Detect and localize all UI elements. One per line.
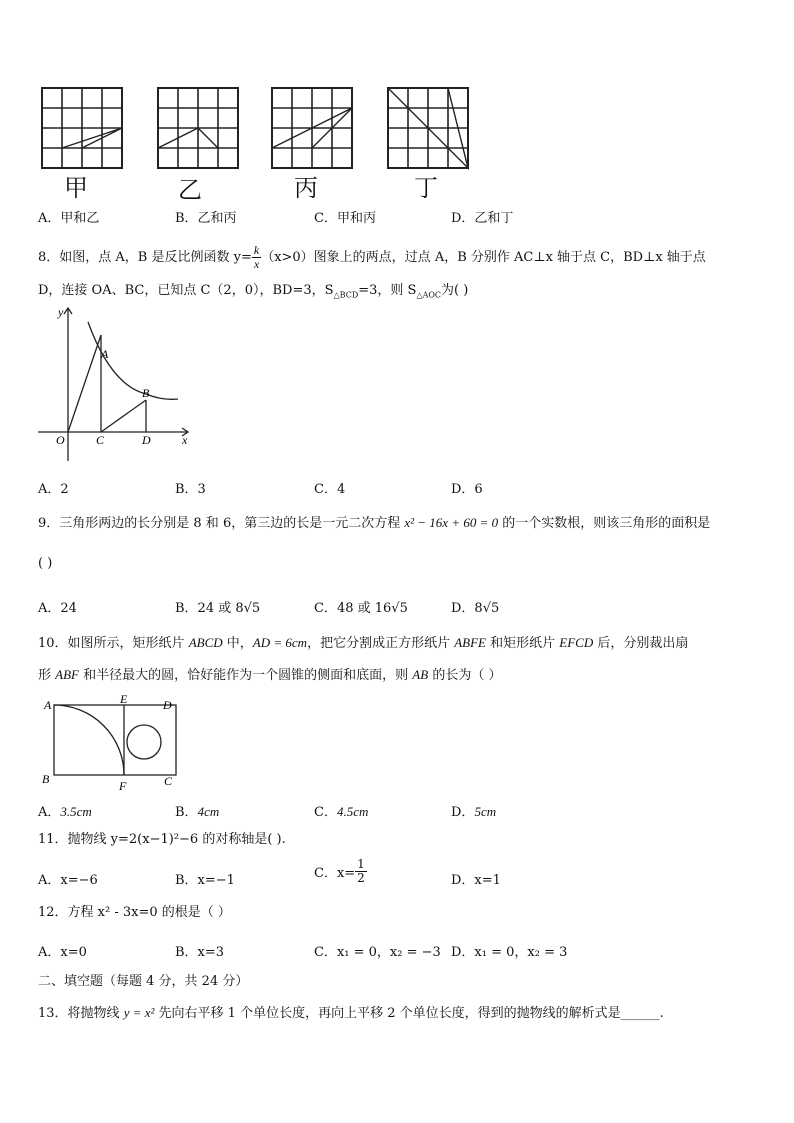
q8-fig-label-y: y — [58, 305, 64, 319]
q10-stem-line2: 形 ABF 和半径最大的圆，恰好能作为一个圆锥的侧面和底面，则 AB 的长为（ ） — [38, 667, 502, 683]
q8-fig-label-a: A — [101, 347, 109, 361]
q9-option-b: B．24 或 8√5 — [175, 601, 261, 616]
grid-jia — [42, 88, 122, 168]
grid-label-bing: 丙 — [294, 174, 318, 202]
grid-label-ding: 丁 — [414, 174, 438, 202]
q10-option-d: D．5cm — [451, 804, 497, 820]
q10-option-a: A．3.5cm — [38, 804, 92, 820]
grid-ding — [388, 88, 468, 168]
q9-stem-line2: ( ) — [38, 556, 53, 571]
q10-option-b: B．4cm — [175, 804, 220, 820]
q12-option-d: D．x₁ = 0，x₂ = 3 — [451, 945, 568, 960]
q11-option-c: C．x= $\frac{1}{2}$ — [314, 857, 365, 885]
q8-option-d: D．6 — [451, 482, 483, 497]
q12-option-c: C．x₁ = 0，x₂ = −3 — [314, 945, 441, 960]
section-title-fill-in: 二、填空题（每题 4 分，共 24 分） — [38, 974, 249, 989]
q11-option-a: A．x=−6 — [38, 873, 98, 888]
q8-fig-label-x: x — [182, 433, 188, 447]
q10-fig-label-e: E — [120, 695, 128, 706]
q7-option-d: D．乙和丁 — [451, 211, 514, 226]
q7-option-b: B．乙和丙 — [175, 211, 237, 226]
q8-stem-line2: D，连接 OA、BC，已知点 C（2，0），BD=3，$S_{\triangle BCD}=3$，则 $S_{\triangle AOC}$为( ) — [38, 283, 469, 300]
q7-option-c: C．甲和丙 — [314, 211, 376, 226]
q10-fig-label-a: A — [44, 698, 52, 712]
q12-stem: 12．方程 x² - 3x=0 的根是（ ） — [38, 905, 231, 920]
q9-option-c: C．48 或 16√5 — [314, 601, 408, 616]
q10-figure — [38, 695, 183, 793]
q8-stem-line1: 8．如图，点 A，B 是反比例函数 y= $\frac{k}{x}$ （x>0）图象上的两点，过点 A，B 分别作 AC⊥x 轴于点 C，BD⊥x 轴于点 — [38, 243, 706, 271]
q8-fig-label-c: C — [96, 433, 105, 447]
q9-stem-line1: 9．三角形两边的长分别是 8 和 6，第三边的长是一元二次方程 x² − 16x + 60 = 0 的一个实数根，则该三角形的面积是 — [38, 515, 711, 531]
grid-yi — [158, 88, 238, 168]
q11-stem: 11．抛物线 y=2(x−1)²−6 的对称轴是( ). — [38, 832, 286, 847]
q8-fig-label-d: D — [142, 433, 151, 447]
q8-option-a: A．2 — [38, 482, 69, 497]
q11-option-d: D．x=1 — [451, 873, 501, 888]
q13-stem: 13．将抛物线 y = x² 先向右平移 1 个单位长度，再向上平移 2 个单位长度，得到的抛物线的解析式是______. — [38, 1005, 664, 1021]
q10-fig-label-d: D — [163, 698, 172, 712]
q11-option-b: B．x=−1 — [175, 873, 235, 888]
q8-fig-label-b: B — [142, 386, 150, 400]
q8-option-c: C．4 — [314, 482, 346, 497]
q12-option-a: A．x=0 — [38, 945, 87, 960]
q8-option-b: B．3 — [175, 482, 206, 497]
q10-fig-label-f: F — [119, 779, 127, 793]
q12-option-b: B．x=3 — [175, 945, 225, 960]
q10-fig-label-b: B — [42, 772, 50, 786]
q9-option-d: D．8√5 — [451, 601, 500, 616]
grid-bing — [272, 88, 352, 168]
q10-fig-label-c: C — [164, 774, 173, 788]
q9-equation: x² − 16x + 60 = 0 — [404, 515, 499, 530]
grid-label-yi: 乙 — [178, 176, 202, 204]
question-7-grid-figures — [38, 86, 478, 196]
q7-option-a: A．甲和乙 — [38, 211, 100, 226]
q8-fig-label-o: O — [56, 433, 65, 447]
q10-stem-line1: 10．如图所示，矩形纸片 ABCD 中，AD = 6cm，把它分割成正方形纸片 ABFE 和矩形纸片 EFCD 后，分别裁出扇 — [38, 635, 689, 651]
q8-figure — [36, 304, 196, 466]
grid-label-jia: 甲 — [64, 174, 88, 202]
q9-option-a: A．24 — [38, 601, 77, 616]
q10-option-c: C．4.5cm — [314, 804, 369, 820]
